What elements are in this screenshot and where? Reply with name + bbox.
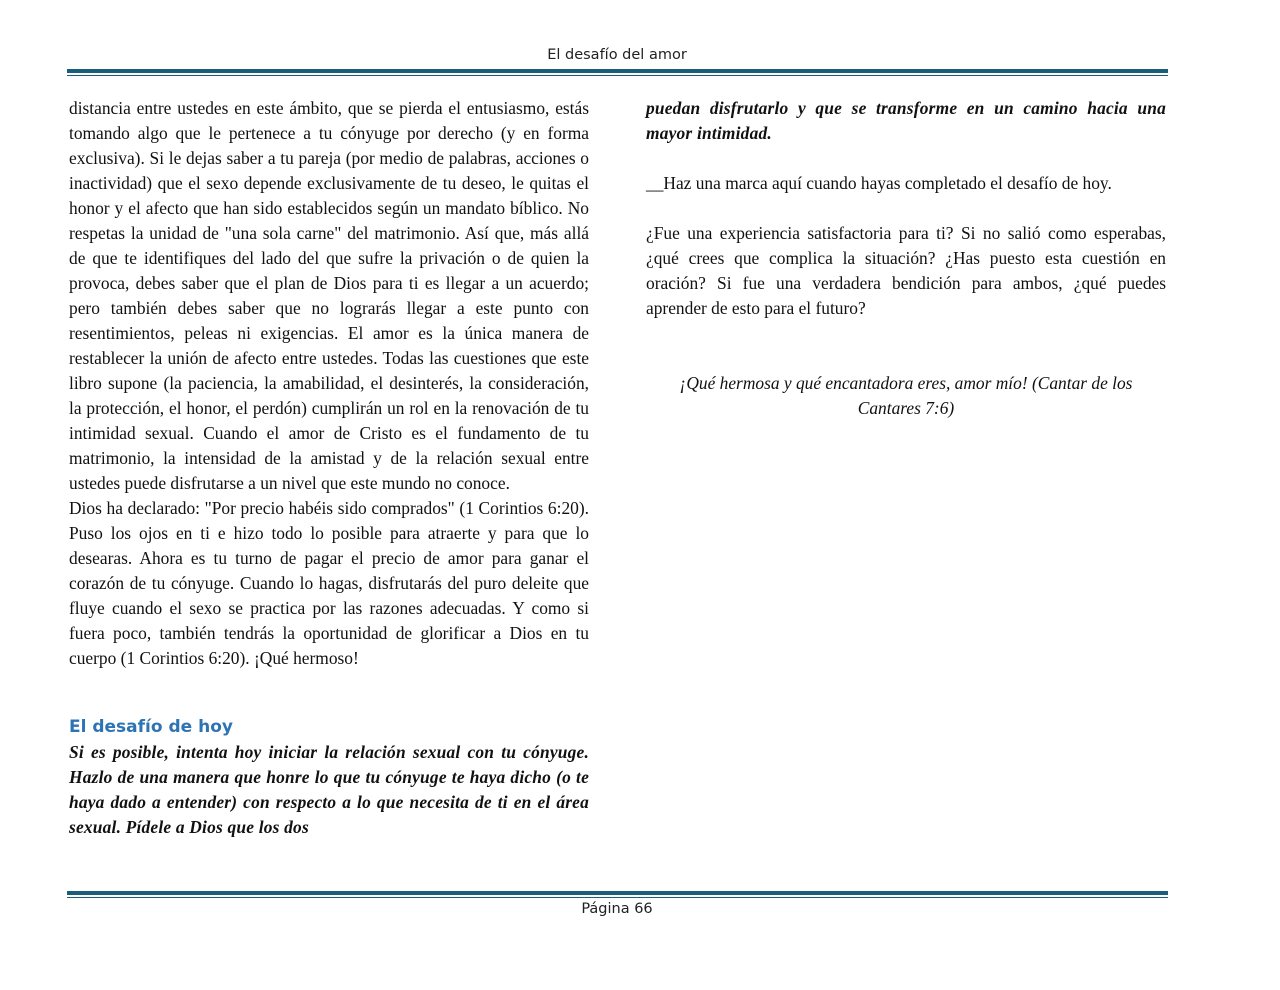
right-column [646, 96, 1166, 421]
completion-checkbox-line: __Haz una marca aquí cuando hayas completado el desafío de hoy. [646, 173, 1112, 193]
running-header-title: El desafío del amor [547, 47, 687, 63]
footer-rule [67, 891, 1168, 898]
scripture-verse: ¡Qué hermosa y qué encantadora eres, amor mío! (Cantar de los Cantares 7:6) [679, 373, 1133, 418]
challenge-continuation: puedan disfrutarlo y que se transforme en un camino hacia una mayor intimidad. [646, 98, 1166, 143]
challenge-text: Si es posible, intenta hoy iniciar la relación sexual con tu cónyuge. Hazlo de una manera que honre lo que tu cónyuge te haya dicho (o te haya dado a entender) con respecto a lo que necesita de ti en el área sexual. Pídele a Dios que los dos [69, 742, 589, 837]
page-number: Página 66 [581, 901, 653, 917]
section-heading: El desafío de hoy [69, 717, 233, 737]
header-rule [67, 69, 1168, 76]
reflection-paragraph: ¿Fue una experiencia satisfactoria para ti? Si no salió como esperabas, ¿qué crees que complica la situación? ¿Has puesto esta cuestión en oración? Si fue una verdadera bendición para ambos, ¿qué puedes aprender de esto para el futuro? [646, 223, 1166, 318]
left-column [69, 96, 589, 840]
body-paragraph: Dios ha declarado: "Por precio habéis sido comprados" (1 Corintios 6:20). Puso los ojos en ti e hizo todo lo posible para atraerte y para que lo desearas. Ahora es tu turno de pagar el precio de amor para ganar el corazón de tu cónyuge. Cuando lo hagas, disfrutarás del puro deleite que fluye cuando el sexo se practica por las razones adecuadas. Y como si fuera poco, también tendrás la oportunidad de glorificar a Dios en tu cuerpo (1 Corintios 6:20). ¡Qué hermoso! [69, 498, 589, 668]
body-paragraph: distancia entre ustedes en este ámbito, que se pierda el entusiasmo, estás tomando algo que le pertenece a tu cónyuge por derecho (y en forma exclusiva). Si le dejas saber a tu pareja (por medio de palabras, acciones o inactividad) que el sexo depende exclusivamente de tu deseo, le quitas el honor y el afecto que han sido establecidos según un mandato bíblico. No respetas la unidad de "una sola carne" del matrimonio. Así que, más allá de que te identifiques del lado del que sufre la privación o de quien la provoca, debes saber que el plan de Dios para ti es llegar a un acuerdo; pero también debes saber que no lograrás llegar a este punto con resentimientos, peleas ni exigencias. El amor es la única manera de restablecer la unión de afecto entre ustedes. Todas las cuestiones que este libro supone (la paciencia, la amabilidad, el desinterés, la consideración, la protección, el honor, el perdón) cumplirán un rol en la renovación de tu intimidad sexual. Cuando el amor de Cristo es el fundamento de tu matrimonio, la intensidad de la amistad y de la relación sexual entre ustedes puede disfrutarse a un nivel que este mundo no conoce. [69, 98, 589, 493]
